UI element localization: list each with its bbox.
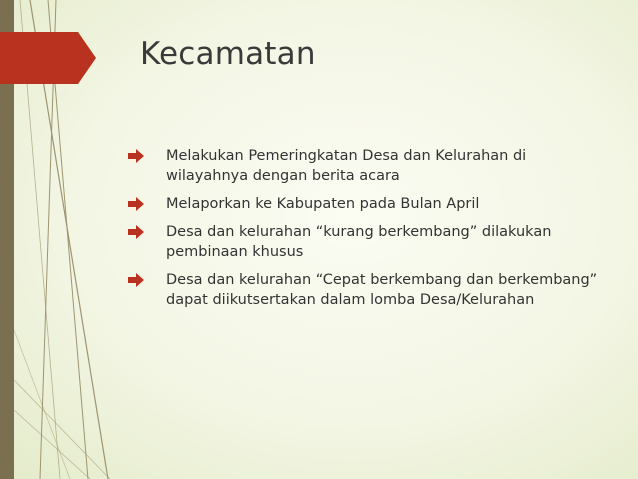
slide-title: Kecamatan	[140, 36, 316, 72]
bullet-text: Desa dan kelurahan “Cepat berkembang dan berkembang” dapat diikutsertakan dalam lomba Desa/Kelurahan	[166, 272, 598, 308]
bullet-text: Melakukan Pemeringkatan Desa dan Kelurahan di wilayahnya dengan berita acara	[166, 148, 527, 184]
bullet-item	[128, 222, 608, 262]
bullet-item	[128, 270, 608, 310]
arrow-right-icon	[128, 149, 144, 163]
arrow-right-icon	[128, 197, 144, 211]
arrow-right-icon	[128, 225, 144, 239]
arrow-right-icon	[128, 273, 144, 287]
title-tab	[0, 32, 96, 84]
bullet-item	[128, 194, 608, 214]
bullet-item	[128, 146, 608, 186]
bullet-list	[128, 146, 608, 318]
bullet-text: Melaporkan ke Kabupaten pada Bulan April	[166, 196, 480, 212]
bullet-text: Desa dan kelurahan “kurang berkembang” dilakukan pembinaan khusus	[166, 224, 552, 260]
